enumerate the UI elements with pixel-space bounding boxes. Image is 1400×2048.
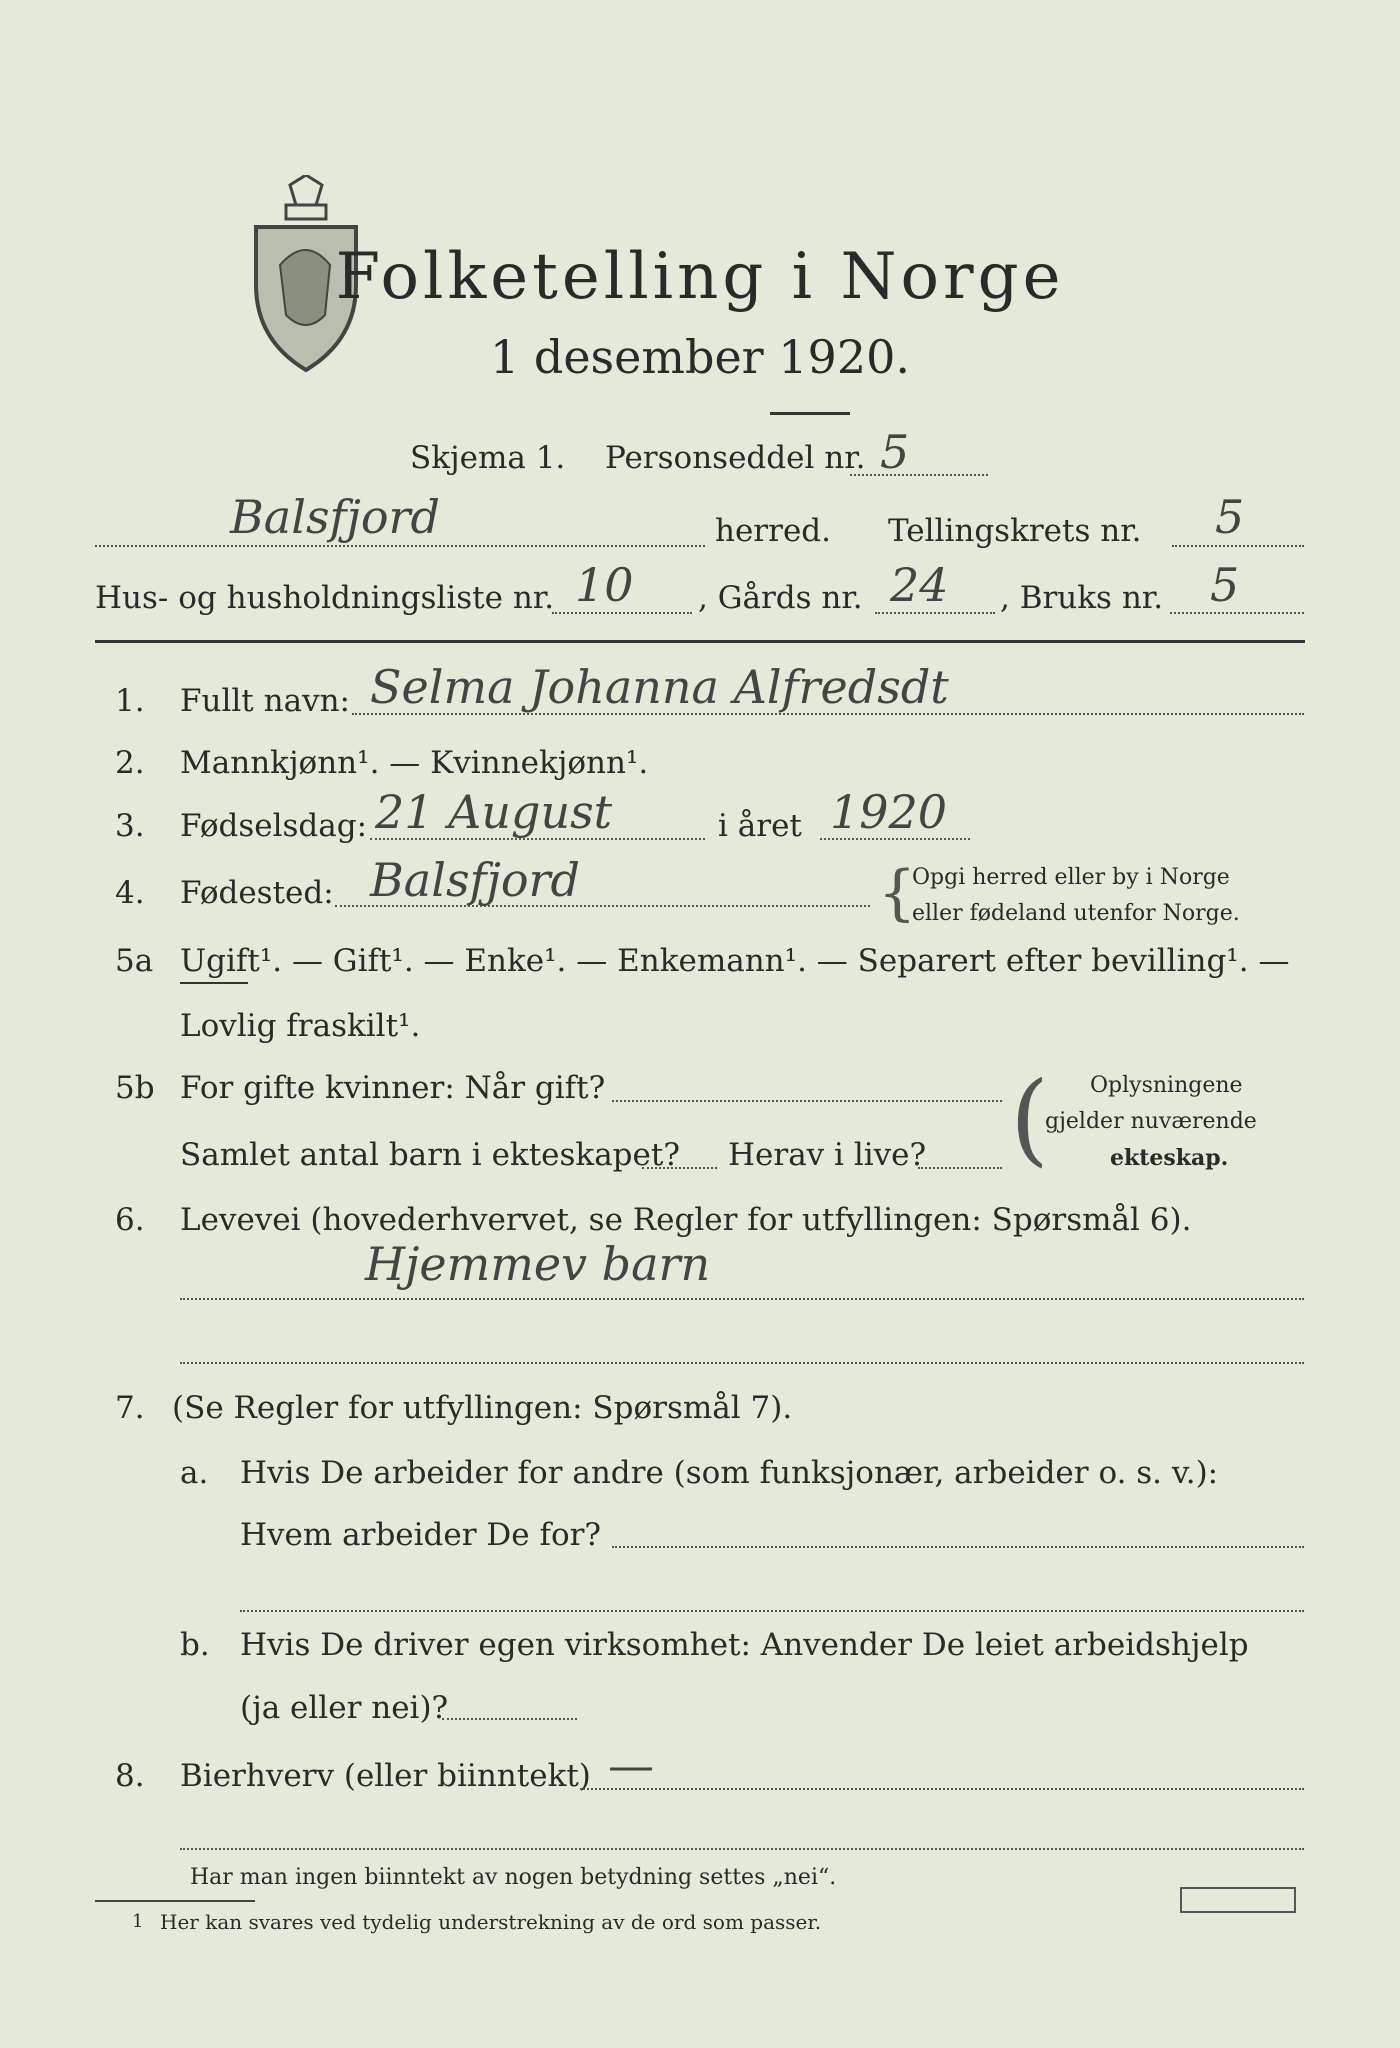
footer-note: Har man ingen biinntekt av nogen betydning settes „nei“. [190, 1865, 837, 1890]
q6-line-1 [180, 1298, 1304, 1300]
herred-value: Balsfjord [230, 490, 440, 544]
gards-line [875, 612, 995, 614]
q3-number: 3. [115, 808, 145, 844]
tellingskrets-line [1172, 545, 1304, 547]
q4-label: Fødested: [180, 875, 334, 911]
q5b-children-line [642, 1167, 717, 1169]
q5b-line-2: Samlet antal barn i ekteskapet? [180, 1137, 680, 1173]
q7a-line-1: Hvis De arbeider for andre (som funksjonær, arbeider o. s. v.): [240, 1455, 1219, 1491]
q5b-married-line [612, 1100, 1002, 1102]
q7b-line-1: Hvis De driver egen virksomhet: Anvender De leiet arbeidshjelp [240, 1627, 1249, 1663]
footnote-text: Her kan svares ved tydelig understrekning av de ord som passer. [160, 1910, 822, 1934]
hus-value: 10 [575, 558, 634, 612]
tellingskrets-value: 5 [1215, 490, 1245, 544]
q5a-underline [180, 982, 248, 984]
q4-note-1: Opgi herred eller by i Norge [912, 865, 1230, 890]
q5a-number: 5a [115, 943, 154, 979]
title-divider [770, 412, 850, 415]
q5a-line-1: Ugift¹. — Gift¹. — Enke¹. — Enkemann¹. — Separert efter bevilling¹. — [180, 943, 1290, 979]
hus-line [552, 612, 692, 614]
form-date: 1 desember 1920. [490, 330, 910, 384]
q4-brace: { [878, 858, 917, 928]
q1-value: Selma Johanna Alfredsdt [370, 660, 949, 714]
printer-stamp [1180, 1887, 1296, 1913]
q7a-line [612, 1546, 1304, 1548]
q5b-line-2b: Herav i live? [728, 1137, 927, 1173]
q1-number: 1. [115, 683, 145, 719]
q8-line [580, 1788, 1304, 1790]
q4-value: Balsfjord [370, 853, 580, 907]
bruks-label: , Bruks nr. [1000, 580, 1164, 616]
q8-value: — [608, 1738, 654, 1792]
schema-label: Skjema 1. [410, 440, 566, 476]
q6-line-2 [180, 1362, 1304, 1364]
q6-label: Levevei (hovederhvervet, se Regler for utfyllingen: Spørsmål 6). [180, 1202, 1192, 1238]
q2-label: Mannkjønn¹. — Kvinnekjønn¹. [180, 745, 649, 781]
footnote-rule [95, 1900, 255, 1902]
q2-number: 2. [115, 745, 145, 781]
q5a-line-2: Lovlig fraskilt¹. [180, 1008, 421, 1044]
q3-value: 21 August [375, 785, 613, 839]
footnote-number: 1 [132, 1911, 144, 1932]
gards-value: 24 [890, 558, 949, 612]
q5b-brace: ( [1010, 1060, 1050, 1177]
q6-value: Hjemmev barn [365, 1237, 711, 1291]
q8-line-extra [180, 1848, 1304, 1850]
herred-line [95, 545, 705, 547]
q7-number: 7. [115, 1390, 145, 1426]
hus-label: Hus- og husholdningsliste nr. [95, 580, 555, 616]
tellingskrets-label: Tellingskrets nr. [888, 513, 1142, 549]
q7b-line-2: (ja eller nei)? [240, 1690, 449, 1726]
personseddel-line [850, 474, 988, 476]
personseddel-value: 5 [880, 425, 910, 479]
q8-number: 8. [115, 1758, 145, 1794]
q3-label: Fødselsdag: [180, 808, 368, 844]
header-rule [95, 640, 1305, 643]
q3-year-value: 1920 [830, 785, 948, 839]
bruks-value: 5 [1210, 558, 1240, 612]
q5b-line-1: For gifte kvinner: Når gift? [180, 1070, 606, 1106]
form-title: Folketelling i Norge [335, 240, 1065, 314]
q7a-line-2: Hvem arbeider De for? [240, 1517, 602, 1553]
q7b-letter: b. [180, 1627, 210, 1663]
q6-number: 6. [115, 1202, 145, 1238]
herred-label: herred. [715, 513, 831, 549]
q5b-alive-line [918, 1167, 1002, 1169]
personseddel-label: Personseddel nr. [605, 440, 866, 476]
q5b-note-1: Oplysningene [1090, 1073, 1243, 1098]
gards-label: , Gårds nr. [698, 580, 863, 616]
q7a-letter: a. [180, 1455, 209, 1491]
q7a-line-extra [240, 1610, 1304, 1612]
q1-label: Fullt navn: [180, 683, 350, 719]
q8-label: Bierhverv (eller biinntekt) [180, 1758, 591, 1794]
q7b-line [442, 1718, 577, 1720]
q7-label: (Se Regler for utfyllingen: Spørsmål 7). [172, 1390, 793, 1426]
q5b-note-2: gjelder nuværende [1045, 1109, 1257, 1134]
q5b-number: 5b [115, 1070, 155, 1106]
bruks-line [1170, 612, 1304, 614]
q4-number: 4. [115, 875, 145, 911]
q3-year-label: i året [718, 808, 802, 844]
q4-note-2: eller fødeland utenfor Norge. [912, 901, 1240, 926]
q5b-note-3: ekteskap. [1110, 1145, 1229, 1171]
